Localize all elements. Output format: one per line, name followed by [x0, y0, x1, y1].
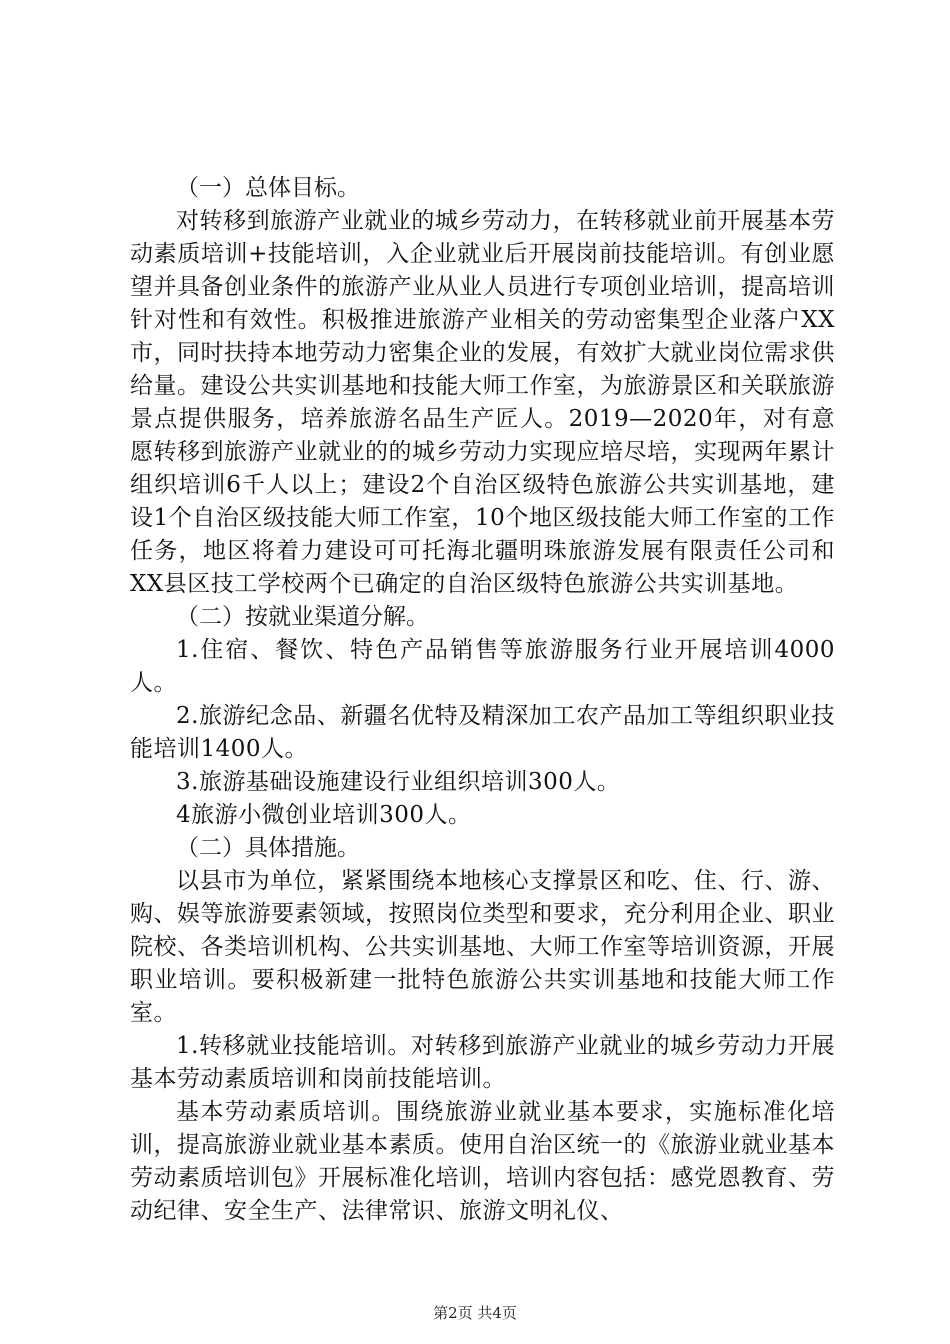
document-body: [130, 172, 835, 1228]
list-item: 2.旅游纪念品、新疆名优特及精深加工农产品加工等组织职业技能培训1400人。: [130, 703, 835, 762]
list-item: 1.住宿、餐饮、特色产品销售等旅游服务行业开展培训4000人。: [130, 637, 835, 696]
section-heading: （二）具体措施。: [176, 835, 360, 861]
list-item: 4旅游小微创业培训300人。: [176, 802, 472, 828]
page-footer: 第2页 共4页: [433, 1304, 517, 1322]
paragraph: 对转移到旅游产业就业的城乡劳动力，在转移就业前开展基本劳动素质培训+技能培训，入企业就业后开展岗前技能培训。有创业愿望并具备创业条件的旅游产业从业人员进行专项创业培训，提高培训针对性和有效性。积极推进旅游产业相关的劳动密集型企业落户XX市，同时扶持本地劳动力密集企业的发展，有效扩大就业岗位需求供给量。建设公共实训基地和技能大师工作室，为旅游景区和关联旅游景点提供服务，培养旅游名品生产匠人。2019—2020年，对有意愿转移到旅游产业就业的的城乡劳动力实现应培尽培，实现两年累计组织培训6千人以上；建设2个自治区级特色旅游公共实训基地，建设1个自治区级技能大师工作室，10个地区级技能大师工作室的工作任务，地区将着力建设可可托海北疆明珠旅游发展有限责任公司和XX县区技工学校两个已确定的自治区级特色旅游公共实训基地。: [130, 208, 835, 597]
section-heading: （二）按就业渠道分解。: [176, 604, 429, 630]
list-item: 3.旅游基础设施建设行业组织培训300人。: [176, 769, 621, 795]
paragraph: 1.转移就业技能培训。对转移到旅游产业就业的城乡劳动力开展基本劳动素质培训和岗前技能培训。: [130, 1033, 835, 1092]
section-heading: （一）总体目标。: [176, 175, 360, 201]
paragraph: 以县市为单位，紧紧围绕本地核心支撑景区和吃、住、行、游、购、娱等旅游要素领域，按照岗位类型和要求，充分利用企业、职业院校、各类培训机构、公共实训基地、大师工作室等培训资源，开展职业培训。要积极新建一批特色旅游公共实训基地和技能大师工作室。: [130, 868, 835, 1026]
paragraph: 基本劳动素质培训。围绕旅游业就业基本要求，实施标准化培训，提高旅游业就业基本素质。使用自治区统一的《旅游业就业基本劳动素质培训包》开展标准化培训，培训内容包括：感党恩教育、劳动纪律、安全生产、法律常识、旅游文明礼仪、: [130, 1099, 835, 1224]
